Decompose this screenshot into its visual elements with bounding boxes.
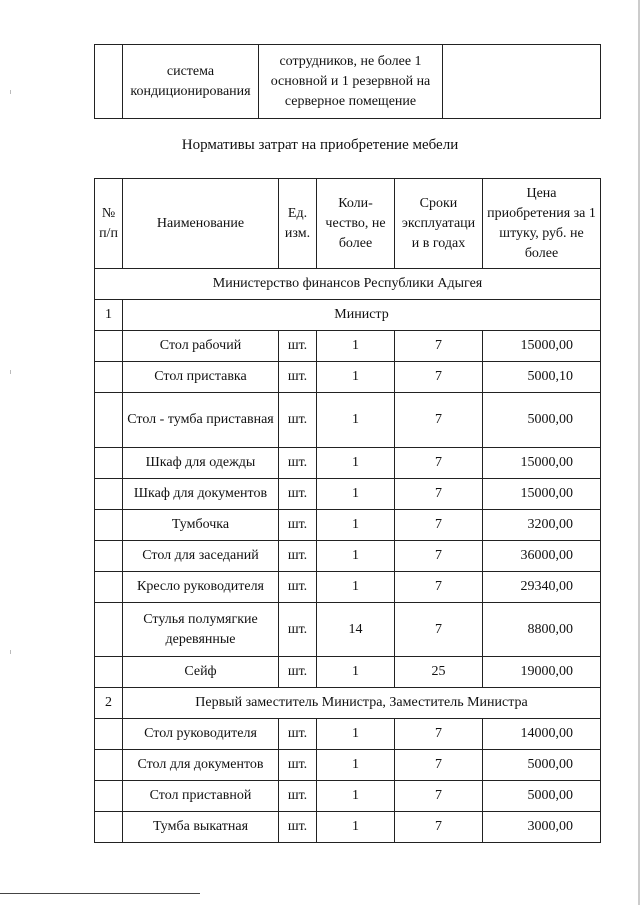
row-num-cell (95, 657, 123, 688)
item-name: Стол приставной (123, 781, 279, 812)
continuation-num-cell (95, 45, 123, 119)
row-num-cell (95, 572, 123, 603)
item-unit: шт. (279, 362, 317, 393)
row-num-cell (95, 750, 123, 781)
item-price: 36000,00 (483, 541, 601, 572)
item-qty: 1 (317, 781, 395, 812)
item-price: 8800,00 (483, 603, 601, 657)
table-row (95, 510, 601, 541)
item-price: 15000,00 (483, 479, 601, 510)
table-row (95, 657, 601, 688)
item-unit: шт. (279, 479, 317, 510)
item-name: Стол руководителя (123, 719, 279, 750)
row-num-cell (95, 603, 123, 657)
table-row (95, 331, 601, 362)
item-qty: 1 (317, 393, 395, 448)
continuation-row (95, 45, 601, 119)
item-price: 29340,00 (483, 572, 601, 603)
item-term: 7 (395, 541, 483, 572)
header-unit: Ед. изм. (279, 179, 317, 269)
table-row (95, 541, 601, 572)
row-num-cell (95, 510, 123, 541)
item-term: 7 (395, 393, 483, 448)
group-row (95, 300, 601, 331)
item-name: Стол для документов (123, 750, 279, 781)
item-unit: шт. (279, 719, 317, 750)
row-num-cell (95, 331, 123, 362)
continuation-empty-cell (443, 45, 601, 119)
row-num-cell (95, 812, 123, 843)
table-row (95, 572, 601, 603)
header-term: Сроки эксплуатаци и в годах (395, 179, 483, 269)
item-price: 5000,10 (483, 362, 601, 393)
section-title: Министерство финансов Республики Адыгея (95, 269, 601, 300)
item-name: Сейф (123, 657, 279, 688)
item-name: Шкаф для одежды (123, 448, 279, 479)
item-term: 7 (395, 812, 483, 843)
table-row (95, 362, 601, 393)
item-qty: 1 (317, 510, 395, 541)
item-term: 7 (395, 510, 483, 541)
item-qty: 1 (317, 812, 395, 843)
item-term: 7 (395, 362, 483, 393)
item-qty: 1 (317, 657, 395, 688)
group-num: 2 (95, 688, 123, 719)
item-qty: 1 (317, 479, 395, 510)
item-name: Стол рабочий (123, 331, 279, 362)
header-price: Цена приобретения за 1 штуку, руб. не более (483, 179, 601, 269)
item-price: 15000,00 (483, 331, 601, 362)
item-term: 7 (395, 603, 483, 657)
item-term: 7 (395, 331, 483, 362)
item-name: Тумба выкатная (123, 812, 279, 843)
item-term: 7 (395, 719, 483, 750)
table-header-row (95, 179, 601, 269)
table-row (95, 781, 601, 812)
item-qty: 14 (317, 603, 395, 657)
item-price: 5000,00 (483, 393, 601, 448)
item-price: 14000,00 (483, 719, 601, 750)
item-qty: 1 (317, 750, 395, 781)
section-row (95, 269, 601, 300)
item-unit: шт. (279, 812, 317, 843)
table-row (95, 479, 601, 510)
item-unit: шт. (279, 603, 317, 657)
group-num: 1 (95, 300, 123, 331)
continuation-item-cell: система кондиционирования (123, 45, 259, 119)
item-unit: шт. (279, 510, 317, 541)
item-term: 7 (395, 572, 483, 603)
item-qty: 1 (317, 448, 395, 479)
item-name: Стулья полумягкие деревянные (123, 603, 279, 657)
item-price: 3000,00 (483, 812, 601, 843)
item-price: 3200,00 (483, 510, 601, 541)
item-term: 7 (395, 448, 483, 479)
header-num: № п/п (95, 179, 123, 269)
item-term: 7 (395, 750, 483, 781)
scan-mark (10, 650, 11, 654)
item-unit: шт. (279, 541, 317, 572)
row-num-cell (95, 719, 123, 750)
item-price: 15000,00 (483, 448, 601, 479)
item-name: Стол приставка (123, 362, 279, 393)
scan-mark (10, 370, 11, 374)
item-name: Стол для заседаний (123, 541, 279, 572)
item-name: Шкаф для документов (123, 479, 279, 510)
item-unit: шт. (279, 393, 317, 448)
item-qty: 1 (317, 541, 395, 572)
row-num-cell (95, 448, 123, 479)
item-qty: 1 (317, 331, 395, 362)
item-price: 19000,00 (483, 657, 601, 688)
table-row (95, 750, 601, 781)
item-unit: шт. (279, 572, 317, 603)
item-term: 25 (395, 657, 483, 688)
continuation-table (94, 44, 601, 119)
table-row (95, 719, 601, 750)
page-title: Нормативы затрат на приобретение мебели (181, 137, 459, 153)
row-num-cell (95, 541, 123, 572)
item-unit: шт. (279, 331, 317, 362)
item-qty: 1 (317, 572, 395, 603)
item-qty: 1 (317, 719, 395, 750)
item-name: Кресло руководителя (123, 572, 279, 603)
continuation-norm-cell: сотрудников, не более 1 основной и 1 резервной на серверное помещение (259, 45, 443, 119)
item-name: Тумбочка (123, 510, 279, 541)
group-title: Первый заместитель Министра, Заместитель Министра (123, 688, 601, 719)
row-num-cell (95, 362, 123, 393)
table-row (95, 448, 601, 479)
item-unit: шт. (279, 750, 317, 781)
scan-mark (10, 90, 11, 94)
item-name: Стол - тумба приставная (123, 393, 279, 448)
row-num-cell (95, 781, 123, 812)
group-row (95, 688, 601, 719)
footer-rule (0, 893, 200, 894)
item-qty: 1 (317, 362, 395, 393)
item-term: 7 (395, 781, 483, 812)
header-qty: Коли- чество, не более (317, 179, 395, 269)
item-price: 5000,00 (483, 781, 601, 812)
group-title: Министр (123, 300, 601, 331)
item-term: 7 (395, 479, 483, 510)
table-row (95, 812, 601, 843)
item-price: 5000,00 (483, 750, 601, 781)
header-name: Наименование (123, 179, 279, 269)
item-unit: шт. (279, 657, 317, 688)
table-row (95, 603, 601, 657)
row-num-cell (95, 393, 123, 448)
item-unit: шт. (279, 781, 317, 812)
furniture-norms-table (94, 178, 601, 843)
item-unit: шт. (279, 448, 317, 479)
table-row (95, 393, 601, 448)
row-num-cell (95, 479, 123, 510)
